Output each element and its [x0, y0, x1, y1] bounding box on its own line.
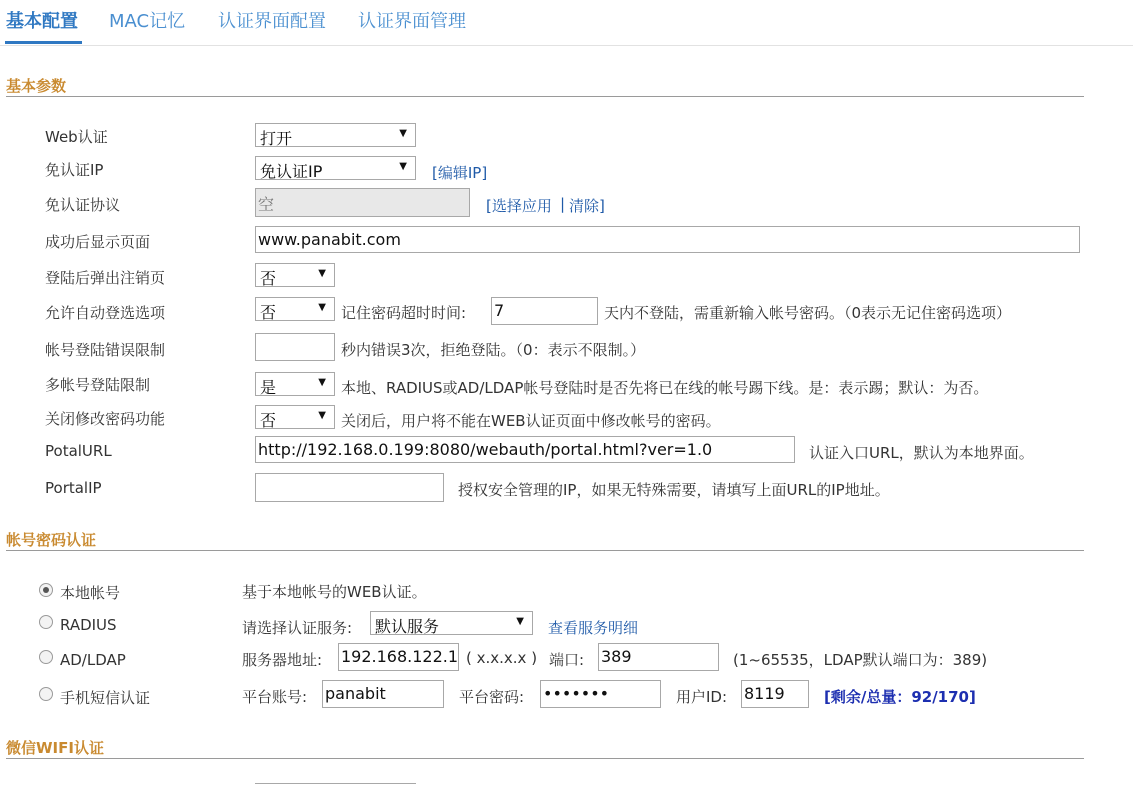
- portal-url-input[interactable]: http://192.168.0.199:8080/webauth/portal.html?ver=1.0: [255, 436, 795, 463]
- tab-mac-memory[interactable]: MAC记忆: [109, 11, 186, 32]
- multi-login-value: 是: [260, 378, 277, 397]
- chevron-down-icon: ▼: [399, 161, 407, 172]
- select-app-link[interactable]: [选择应用: [486, 197, 552, 215]
- local-account-desc: 基于本地帐号的WEB认证。: [242, 583, 427, 601]
- portal-url-desc: 认证入口URL，默认为本地界面。: [809, 444, 1034, 462]
- chevron-down-icon: ▼: [399, 128, 407, 139]
- close-change-pwd-desc: 关闭后，用户将不能在WEB认证页面中修改帐号的密码。: [341, 412, 721, 430]
- server-address-hint: ( x.x.x.x ): [466, 649, 538, 667]
- exempt-ip-label: 免认证IP: [45, 161, 104, 179]
- close-change-pwd-select[interactable]: [255, 405, 335, 429]
- sms-quota: [剩余/总量：92/170]: [824, 688, 976, 706]
- portal-ip-desc: 授权安全管理的IP，如果无特殊需要，请填写上面URL的IP地址。: [458, 481, 890, 499]
- portal-url-label: PotalURL: [45, 442, 112, 460]
- clear-link[interactable]: 清除]: [569, 197, 605, 215]
- sms-auth-radio[interactable]: [39, 687, 53, 701]
- radius-radio[interactable]: [39, 615, 53, 629]
- exempt-protocol-field: 空: [255, 188, 470, 217]
- section-title: 基本参数: [6, 77, 67, 95]
- radius-label: RADIUS: [60, 616, 117, 634]
- multi-login-desc: 本地、RADIUS或AD/LDAP帐号登陆时是否先将已在线的帐号踢下线。是：表示踢；默认：为否。: [341, 379, 989, 397]
- platform-password-input[interactable]: •••••••: [540, 680, 661, 708]
- section-title: 微信WIFI认证: [6, 739, 104, 757]
- login-error-desc: 秒内错误3次，拒绝登陆。（0：表示不限制。）: [341, 341, 646, 359]
- remember-pwd-input[interactable]: 7: [491, 297, 598, 325]
- auto-login-select[interactable]: [255, 297, 335, 321]
- active-tab-indicator: [5, 41, 82, 44]
- web-auth-value: 打开: [260, 129, 293, 148]
- chevron-down-icon: ▼: [318, 302, 326, 313]
- tab-basic-config[interactable]: 基本配置: [6, 11, 78, 32]
- success-page-input[interactable]: www.panabit.com: [255, 226, 1080, 253]
- portal-ip-label: PortalIP: [45, 479, 102, 497]
- port-hint: (1~65535，LDAP默认端口为：389): [733, 651, 988, 669]
- auth-service-value: 默认服务: [375, 617, 440, 636]
- auto-login-label: 允许自动登选选项: [45, 304, 166, 322]
- chevron-down-icon: ▼: [318, 410, 326, 421]
- web-auth-label: Web认证: [45, 128, 108, 146]
- login-error-label: 帐号登陆错误限制: [45, 341, 166, 359]
- close-change-pwd-value: 否: [260, 411, 277, 430]
- section-basic-params: [6, 75, 1084, 97]
- exempt-ip-value: 免认证IP: [260, 162, 323, 181]
- multi-login-select[interactable]: [255, 372, 335, 396]
- local-account-radio[interactable]: [39, 583, 53, 597]
- platform-account-label: 平台账号:: [242, 688, 308, 706]
- platform-account-input[interactable]: panabit: [322, 680, 444, 708]
- section-wechat-wifi: [6, 737, 1084, 759]
- success-page-label: 成功后显示页面: [45, 233, 151, 251]
- chevron-down-icon: ▼: [516, 616, 524, 627]
- logout-popup-label: 登陆后弹出注销页: [45, 269, 166, 287]
- server-address-label: 服务器地址:: [242, 651, 323, 669]
- multi-login-label: 多帐号登陆限制: [45, 376, 151, 394]
- section-title: 帐号密码认证: [6, 531, 97, 549]
- portal-ip-input[interactable]: [255, 473, 444, 502]
- port-input[interactable]: 389: [598, 643, 719, 671]
- chevron-down-icon: ▼: [318, 268, 326, 279]
- logout-popup-select[interactable]: [255, 263, 335, 287]
- user-id-label: 用户ID:: [676, 688, 728, 706]
- login-error-input[interactable]: [255, 333, 335, 361]
- logout-popup-value: 否: [260, 269, 277, 288]
- server-address-input[interactable]: 192.168.122.1: [338, 643, 459, 671]
- view-service-detail-link[interactable]: 查看服务明细: [548, 619, 639, 637]
- close-change-pwd-label: 关闭修改密码功能: [45, 410, 166, 428]
- edit-ip-link[interactable]: [编辑IP]: [432, 164, 488, 182]
- ldap-label: AD/LDAP: [60, 651, 126, 669]
- remember-pwd-label: 记住密码超时时间:: [341, 304, 467, 322]
- section-account-auth: [6, 529, 1084, 551]
- sms-auth-label: 手机短信认证: [60, 689, 151, 707]
- link-separator: |: [560, 195, 566, 213]
- ldap-radio[interactable]: [39, 650, 53, 664]
- platform-password-label: 平台密码:: [459, 688, 525, 706]
- auto-login-value: 否: [260, 303, 277, 322]
- tab-bar: [0, 0, 1133, 46]
- remember-pwd-desc: 天内不登陆，需重新输入帐号密码。（0表示无记住密码选项）: [604, 304, 1012, 322]
- tab-auth-page-manage[interactable]: 认证界面管理: [358, 11, 466, 32]
- chevron-down-icon: ▼: [318, 377, 326, 388]
- exempt-protocol-label: 免认证协议: [45, 196, 121, 214]
- exempt-ip-select[interactable]: [255, 156, 416, 180]
- auth-service-label: 请选择认证服务:: [242, 619, 353, 637]
- local-account-label: 本地帐号: [60, 584, 121, 602]
- web-auth-select[interactable]: [255, 123, 416, 147]
- port-label: 端口:: [549, 651, 585, 669]
- tab-auth-page-config[interactable]: 认证界面配置: [218, 11, 326, 32]
- user-id-input[interactable]: 8119: [741, 680, 809, 708]
- auth-service-select[interactable]: [370, 611, 533, 635]
